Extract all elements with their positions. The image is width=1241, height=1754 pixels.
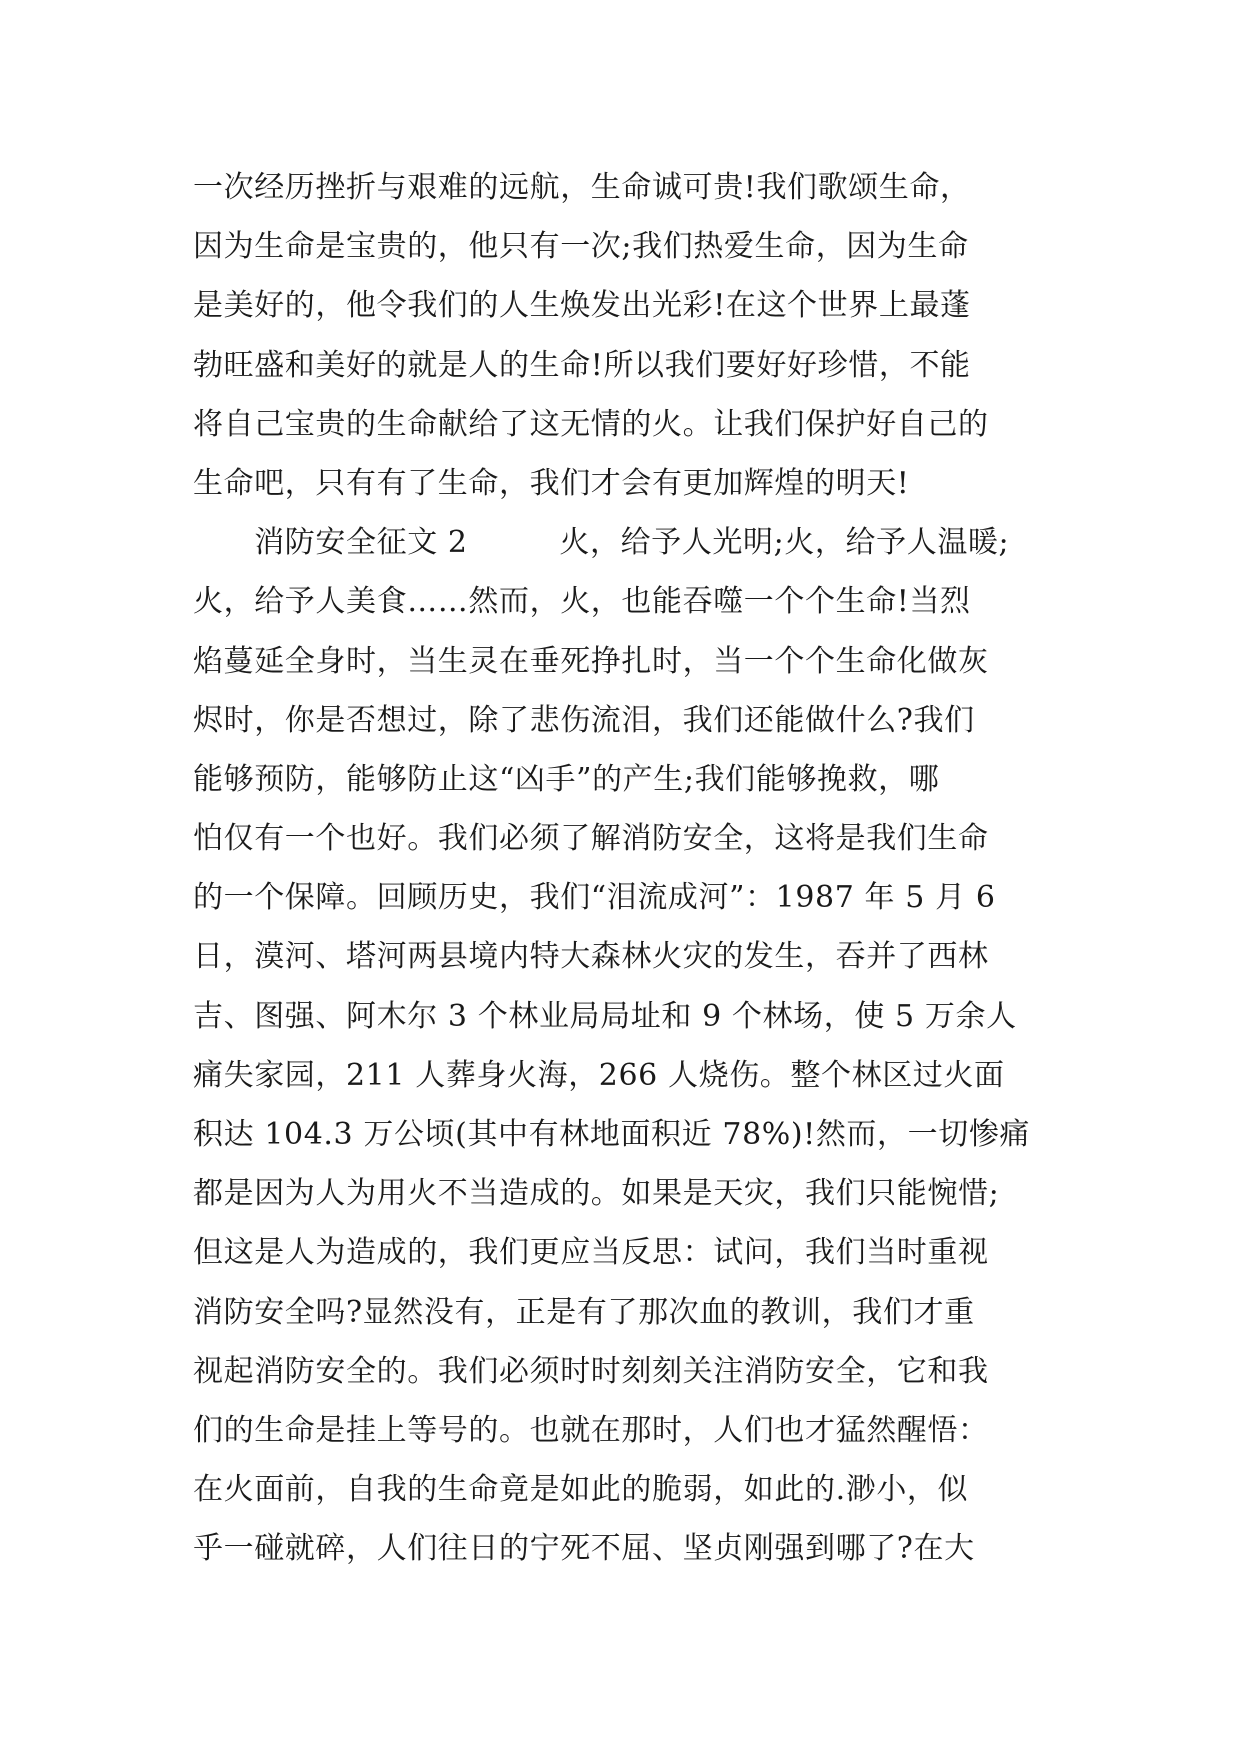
text-line: 乎一碰就碎，人们往日的宁死不屈、坚贞刚强到哪了?在大 [193,1531,975,1567]
text-line: 一次经历挫折与艰难的远航，生命诚可贵!我们歌颂生命， [193,170,971,205]
body-text [193,158,1055,1579]
text-line: 火，给予人美食……然而，火，也能吞噬一个个生命!当烈 [193,584,971,620]
text-line: 们的生命是挂上等号的。也就在那时，人们也才猛然醒悟： [193,1412,989,1448]
text-line: 但这是人为造成的，我们更应当反思：试问，我们当时重视 [193,1235,989,1271]
text-line: 的一个保障。回顾历史，我们“泪流成河”：1987 年 5 月 6 [193,880,996,916]
text-line: 积达 104.3 万公顷(其中有林地面积近 78%)!然而，一切惨痛 [193,1117,1031,1152]
text-line: 日，漠河、塔河两县境内特大森林火灾的发生，吞并了西林 [193,939,989,975]
text-line: 焰蔓延全身时，当生灵在垂死挣扎时，当一个个生命化做灰 [193,643,989,679]
text-line: 吉、图强、阿木尔 3 个林业局局址和 9 个林场，使 5 万余人 [193,998,1017,1034]
text-line: 生命吧，只有有了生命，我们才会有更加辉煌的明天! [193,465,910,501]
text-line: 怕仅有一个也好。我们必须了解消防安全，这将是我们生命 [193,821,989,857]
text-line: 痛失家园，211 人葬身火海，266 人烧伤。整个林区过火面 [193,1057,1005,1093]
text-line: 能够预防，能够防止这“凶手”的产生;我们能够挽救，哪 [193,761,940,797]
text-line: 消防安全吗?显然没有，正是有了那次血的教训，我们才重 [193,1294,975,1330]
text-line: 勃旺盛和美好的就是人的生命!所以我们要好好珍惜，不能 [193,347,971,383]
text-line: 将自己宝贵的生命献给了这无情的火。让我们保护好自己的 [193,406,989,442]
text-line: 因为生命是宝贵的，他只有一次;我们热爱生命，因为生命 [193,229,969,265]
text-line: 在火面前，自我的生命竟是如此的脆弱，如此的.渺小，似 [193,1472,969,1508]
text-line: 都是因为人为用火不当造成的。如果是天灾，我们只能惋惜; [193,1176,1000,1212]
text-line: 是美好的，他令我们的人生焕发出光彩!在这个世界上最蓬 [193,288,971,324]
text-line: 视起消防安全的。我们必须时时刻刻关注消防安全，它和我 [193,1353,989,1389]
section-heading-line: 消防安全征文 2 火，给予人光明;火，给予人温暖; [193,525,1010,561]
text-line: 烬时，你是否想过，除了悲伤流泪，我们还能做什么?我们 [193,702,975,738]
